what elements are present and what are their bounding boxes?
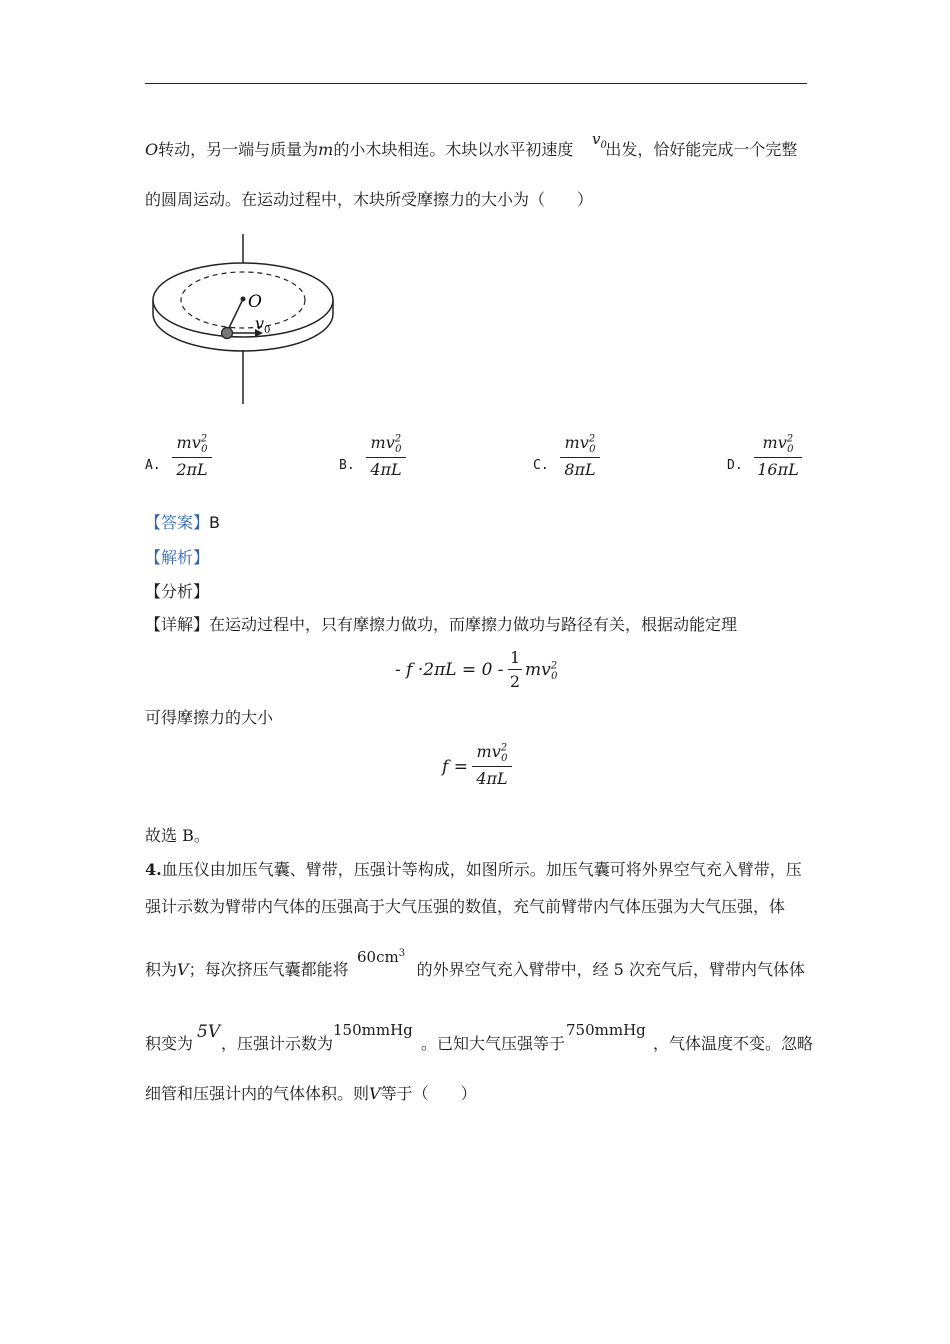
fenxi-tag: 【分析】 xyxy=(145,582,210,601)
label-v: v xyxy=(255,314,265,333)
option-b-fraction: $mv^2_0$ 4πL xyxy=(366,433,406,479)
pressure-150: 150mmHg xyxy=(333,1021,413,1039)
pressure-750: 750mmHg xyxy=(566,1021,646,1039)
option-b-letter: B. xyxy=(339,458,355,473)
option-d-letter: D. xyxy=(727,458,743,473)
header-rule xyxy=(145,83,807,84)
label-O: O xyxy=(248,292,262,312)
q4-line-3: 积为V；每次挤压气囊都能将 的外界空气充入臂带中，经 5 次充气后，臂带内气体体 xyxy=(145,960,805,979)
option-a-fraction: $mv^2_0$ 2πL xyxy=(172,433,212,479)
answer-line: 【答案】B xyxy=(145,513,220,532)
equation-2-lhs: f = xyxy=(442,757,468,777)
disk-figure xyxy=(145,230,345,410)
option-c-letter: C. xyxy=(533,458,549,473)
detail-line: 【详解】在运动过程中，只有摩擦力做功，而摩擦力做功与路径有关，根据动能定理 xyxy=(145,615,738,634)
volume-60cm3: $60cm^3$ xyxy=(357,948,406,966)
v0-symbol: $v_0$ xyxy=(592,130,607,151)
q4-line-5: 细管和压强计内的气体体积。则V等于（ ） xyxy=(145,1084,477,1103)
equation-2-fraction: $mv^2_0$ 4πL xyxy=(472,742,512,788)
q3-line-2: 的圆周运动。在运动过程中，木块所受摩擦力的大小为（ ） xyxy=(145,190,594,209)
q4-line-2: 强计示数为臂带内气体的压强高于大气压强的数值，充气前臂带内气体压强为大气压强，体 xyxy=(145,897,786,916)
option-a-letter: A. xyxy=(145,458,161,473)
wooden-block xyxy=(222,328,233,339)
equation-1-tail: $mv^2_0$ xyxy=(525,660,558,683)
conclusion: 故选 B。 xyxy=(145,826,210,845)
option-d-fraction: $mv^2_0$ 16πL xyxy=(754,433,802,479)
analysis-tag: 【解析】 xyxy=(145,548,210,567)
label-v-sub: 0 xyxy=(264,325,271,336)
option-c-fraction: $mv^2_0$ 8πL xyxy=(560,433,600,479)
five-v: 5V xyxy=(197,1022,221,1042)
q3-line-1: O转动，另一端与质量为m的小木块相连。木块以水平初速度 出发，恰好能完成一个完整 xyxy=(145,140,798,159)
equation-1-lhs: - f ·2πL = 0 - xyxy=(395,660,504,680)
q4-line-1: 4.血压仪由加压气囊、臂带，压强计等构成，如图所示。加压气囊可将外界空气充入臂带，压 xyxy=(145,860,802,879)
equation-1-half: 1 2 xyxy=(509,648,521,691)
q4-line-4: 积变为 ，压强计示数为 。已知大气压强等于 ，气体温度不变。忽略 xyxy=(145,1034,814,1053)
mid-text: 可得摩擦力的大小 xyxy=(145,708,274,727)
